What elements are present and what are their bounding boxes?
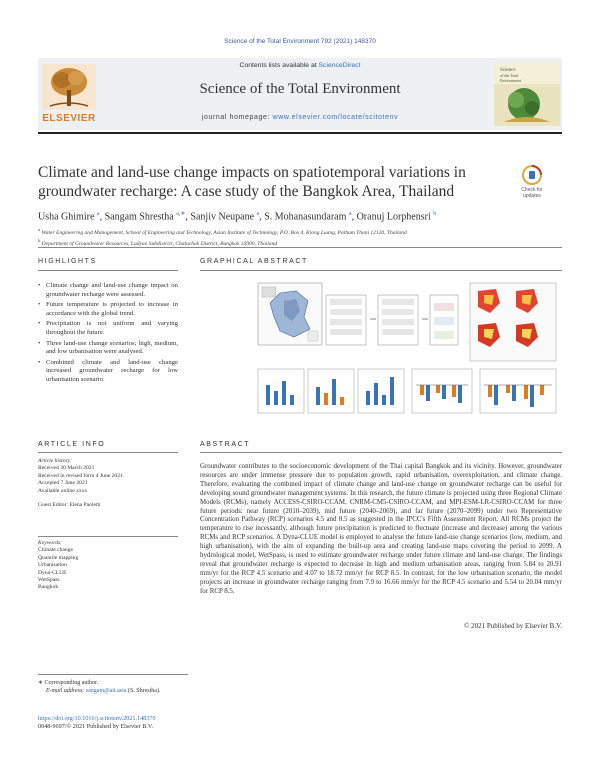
highlight-item: • Climate change and land-use change impact on groundwater recharge were assessed. <box>38 282 178 299</box>
history-label: Article history: <box>38 458 73 464</box>
badge-line-1: Check for <box>521 187 543 193</box>
svg-text:Science: Science <box>500 68 516 73</box>
keyword-item: Quantile mapping <box>38 554 79 561</box>
svg-text:of the Total: of the Total <box>500 73 519 78</box>
journal-homepage <box>100 114 500 121</box>
history-item: Available online xxxx <box>38 487 88 494</box>
author-affil-sup: b <box>433 211 437 217</box>
article-info-heading: ARTICLE INFO <box>38 441 106 448</box>
author-name[interactable]: Oranuj Lorphensri <box>356 211 431 223</box>
author-name[interactable]: Sangam Shrestha <box>104 211 174 223</box>
highlights-list <box>38 282 178 387</box>
keyword-item: Bangkok <box>38 584 59 591</box>
history-item: Received 30 March 2021 <box>38 465 95 472</box>
copyright: © 2021 Published by Elsevier B.V. <box>464 622 562 630</box>
author-affil-sup: a <box>256 211 260 217</box>
highlight-item: • Future temperature is projected to increase in accordance with the global trend. <box>38 301 178 318</box>
author-affil-sup: a <box>348 211 352 217</box>
journal-name[interactable]: Science of the Total Environment <box>199 81 401 97</box>
history-item: Accepted 7 June 2021 <box>38 480 88 487</box>
highlight-item: • Precipitation is not uniform and varying throughout the future. <box>38 320 178 337</box>
keywords-label: Keywords: <box>38 540 63 546</box>
keyword-item: Dyna-CLUE <box>38 569 67 576</box>
graphical-abstract-heading: GRAPHICAL ABSTRACT <box>200 258 308 265</box>
journal-reference: Science of the Total Environment 792 (2021) 148370 <box>224 38 376 45</box>
article-history <box>38 458 178 509</box>
author-name[interactable]: S. Mohanasundaram <box>264 211 347 223</box>
author-list: Usha Ghimire $^a$, Sangam Shrestha $^{a,∗}$, Sanjiv Neupane $^a$, S. Mohanasundaram $^a$, Oranuj Lorphensri $^b$ <box>38 211 437 223</box>
email-label: E-mail address: <box>46 688 85 694</box>
affiliation-item: $^b$ Department of Groundwater Resources, Ladyao Subdistrict, Chatuchak District, Bangkok 10900, Thailand <box>38 238 278 248</box>
keyword-item: Climate change <box>38 547 73 554</box>
contents-prefix: Contents lists available at <box>239 62 317 69</box>
keywords-rule <box>38 536 178 537</box>
doi-link[interactable]: https://doi.org/10.1016/j.scitotenv.2021.148370 <box>38 715 156 722</box>
abstract-heading: ABSTRACT <box>200 441 251 448</box>
sciencedirect-link[interactable]: ScienceDirect <box>318 62 361 69</box>
elsevier-wordmark: ELSEVIER <box>42 113 96 124</box>
highlight-item: • Combined climate and land-use change increased groundwater recharge for low urbanisation scenario. <box>38 359 178 385</box>
homepage-link[interactable]: www.elsevier.com/locate/scitotenv <box>272 114 399 121</box>
author-name[interactable]: Sanjiv Neupane <box>190 211 255 223</box>
affiliation-item: $^a$ Water Engineering and Management, School of Engineering and Technology, Asian Institute of Technology, P.O. Box 4, Klong Luang, Pathum Thani 12120, Thailand <box>38 227 407 236</box>
keywords <box>38 540 178 592</box>
keyword-item: WetSpass <box>38 577 60 584</box>
issn-line: 0048-9697/© 2021 Published by Elsevier B.V. <box>38 723 154 730</box>
journal-cover-thumbnail[interactable] <box>494 62 560 126</box>
graphical-abstract-figure[interactable] <box>200 281 560 416</box>
author-name[interactable]: Usha Ghimire <box>38 211 95 223</box>
guest-editor: Guest Editor: Elena Paoletti <box>38 502 101 509</box>
history-item: Received in revised form 4 June 2021 <box>38 472 123 479</box>
affiliations <box>38 226 558 249</box>
highlights-heading: HIGHLIGHTS <box>38 258 97 265</box>
check-for-updates-badge[interactable] <box>512 163 552 201</box>
homepage-prefix: journal homepage: <box>201 114 270 121</box>
highlight-item: • Three land-use change scenarios; high, medium, and low urbanisation were analysed. <box>38 340 178 357</box>
keyword-item: Urbanisation <box>38 562 67 569</box>
svg-text:Environment: Environment <box>500 78 521 83</box>
badge-line-2: updates <box>523 193 541 199</box>
email-link[interactable]: sangam@ait.asia <box>85 688 127 694</box>
article-info-rule <box>38 452 178 453</box>
graphical-abstract-rule <box>200 270 562 271</box>
footnote-rule <box>38 674 188 675</box>
abstract-body: Groundwater contributes to the socioeconomic development of the Thai capital Bangkok and its vicinity. However, groundwater resources are under immense pressure due to population growth, rapid urbanisation, overexploitation, and climate change. Therefore, evaluating the combined impact of climate change and land-use change on groundwater recharge can be useful for developing sound groundwater management systems. In this research, the future climate is projected using three Regional Climate Models (RCMs), namely ACCESS-CSIRO-CCAM, CNRM-CM5-CSIRO-CCAM, and MPI-ESM-LR-CSIRO-CCAM for three future periods: near future (2010–2039), mid future (2040–2069), and far future (2070–2099) under two Representative Concentration Pathway (RCP) scenarios 4.5 and 8.5 as suggested in the IPCC's Fifth Assessment Report. All RCMs project the temperature to rise incessantly, although future precipitation is predicted to fluctuate (increase and decrease) among the various RCMs and RCP scenarios. A Dyna-CLUE model is employed to analyse the future land-use change scenarios (low, medium, and high urbanisation), with the aim of expanding the built-up area and creating land-use maps covering the period to 2099. A hydrological model, WetSpass, is used to estimate groundwater recharge under future climate and land-use change. The findings reveal that groundwater recharge is expected to decrease in high and medium urbanisation areas, ranging from 5.84 to 20.91 mm/yr for the RCP 4.5 scenario and 4.07 to 18.72 mm/yr for RCP 8.5. In contrast, for the low urbanisation scenario, the model projects an increase in groundwater recharge ranging from 7.9 to 16.66 mm/yr for the RCP 4.5 scenario and 5.54 to 20.04 mm/yr for RCP 8.5. <box>200 463 562 595</box>
email-suffix: (S. Shrestha). <box>127 688 161 694</box>
author-affil-sup: a,∗ <box>176 211 186 217</box>
affiliation-rule <box>38 247 562 248</box>
header-rule <box>38 132 562 134</box>
abstract-rule <box>200 452 562 453</box>
contents-available <box>100 62 500 69</box>
author-affil-sup: a <box>96 211 100 217</box>
corresponding-author: ∗ Corresponding author. <box>38 680 99 686</box>
highlights-rule <box>38 270 178 271</box>
doi-block <box>38 715 338 731</box>
corresponding-footnote <box>38 679 338 695</box>
article-title: Climate and land-use change impacts on spatiotemporal variations in groundwater recharge: A case study of the Bangkok Area, Thailand <box>38 164 466 200</box>
